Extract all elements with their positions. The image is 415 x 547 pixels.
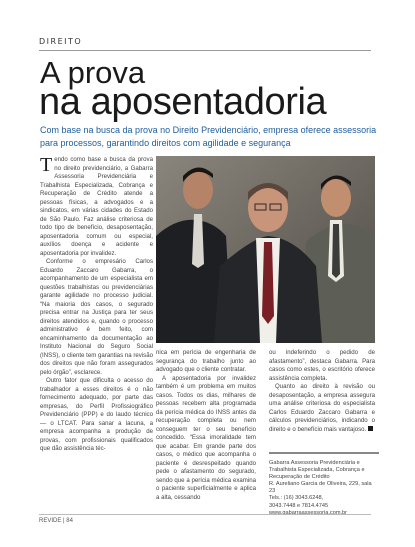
- paragraph: Tendo como base a busca da prova no direito previdenciário, a Gabarra Assessoria Previdenciária e Trabalhista Especializada, Cobrança e Recuperação de Crédito atende a pessoas físicas, a advogados e a sindicatos, em várias cidades do Estado de São Paulo. Faz análise criteriosa de todo tipo de benefício, desaposentação, aposentadoria comum ou especial, auxílios doença e acidente e aposentadoria por invalidez.: [40, 154, 153, 257]
- article-column-2: [156, 349, 256, 502]
- headline-line-2: na aposentadoria: [39, 81, 327, 123]
- lead-paragraph: Com base na busca da prova no Direito Previdenciário, empresa oferece assessoria para processos, garantindo direitos com agilidade e segurança: [40, 125, 377, 148]
- magazine-name: REVIDE: [39, 518, 62, 524]
- article-column-1: [40, 156, 153, 454]
- company-name: Gabarra Assessoria Previdenciária e Trabalhista Especializada, Cobrança e Recuperação de Crédito: [269, 460, 365, 481]
- paragraph: ou indeferindo o pedido de afastamento”, destaca Gabarra. Para casos como estes, o escritório oferece assistência completa.: [269, 349, 375, 382]
- paragraph: Quanto ao direito à revisão ou desaposentação, a empresa assegura uma análise criteriosa do especialista Carlos Eduardo Zaccaro Gabarra e cálculos previdenciários, indicando o direito e o benefício mais vantajoso.: [269, 383, 375, 433]
- company-address: R. Aureliano Garcia de Oliveira, 229, sala 23: [269, 481, 372, 495]
- end-of-article-mark: [368, 426, 373, 431]
- paragraph: nica em perícia de engenharia de segurança do trabalho junto ao advogado que o cliente contratar.: [156, 349, 256, 373]
- team-photo-illustration: [156, 156, 375, 343]
- bottom-divider: [39, 514, 371, 515]
- company-phone-2: 3043.7448 e 7814.4745: [269, 502, 329, 509]
- paragraph: Outro fator que dificulta o acesso do trabalhador a esses direitos é o não fornecimento adequado, por parte das empresas, do Perfil Profissiográfico Previdenciário (PPP) e do laudo técnico — o LTCAT. Para sanar a lacuna, a empresa acompanha a produção de provas, com profissionais qualificados que dão assistência téc-: [40, 377, 153, 452]
- footer-separator: |: [63, 518, 67, 524]
- article-column-3: [269, 349, 375, 434]
- company-info-box: [269, 452, 379, 517]
- paragraph: A aposentadoria por invalidez também é um problema em muitos casos. Todos os dias, milhares de pessoas recebem alta programada da perícia médica do INSS antes da recuperação completa ou nem conseguem ter o seu benefício concedido. “Essa imoralidade tem que acabar. Em grande parte dos casos, o médico que acompanha o paciente é desrespeitado quando pede o afastamento do segurado, sendo que a perícia médica examina o paciente superficialmente e aplica a alta, cessando: [156, 374, 256, 501]
- team-photo: [156, 156, 375, 343]
- drop-cap: T: [40, 154, 53, 176]
- page-number: 84: [66, 518, 73, 524]
- paragraph: Conforme o empresário Carlos Eduardo Zaccaro Gabarra, o acompanhamento de um especialista em questões trabalhistas ou previdenciárias garante agilidade no processo judicial. “Na maioria dos casos, o segurado precisa entrar na Justiça para ter seus direitos atendidos e, quando o processo administrativo é bem feito, com encaminhamento da documentação ao Instituto Nacional do Seguro Social (INSS), o cliente tem garantias na revisão dos direitos que não foram assegurados pelo órgão”, esclarece.: [40, 258, 153, 376]
- company-website[interactable]: www.gabarraassessoria.com.br: [269, 509, 348, 516]
- company-phone: Tels.: (16) 3043.6248,: [269, 495, 324, 502]
- top-divider: [39, 50, 371, 51]
- section-label: DIREITO: [39, 37, 83, 46]
- headline-line-1: A prova: [40, 55, 146, 90]
- page-footer: [39, 518, 73, 524]
